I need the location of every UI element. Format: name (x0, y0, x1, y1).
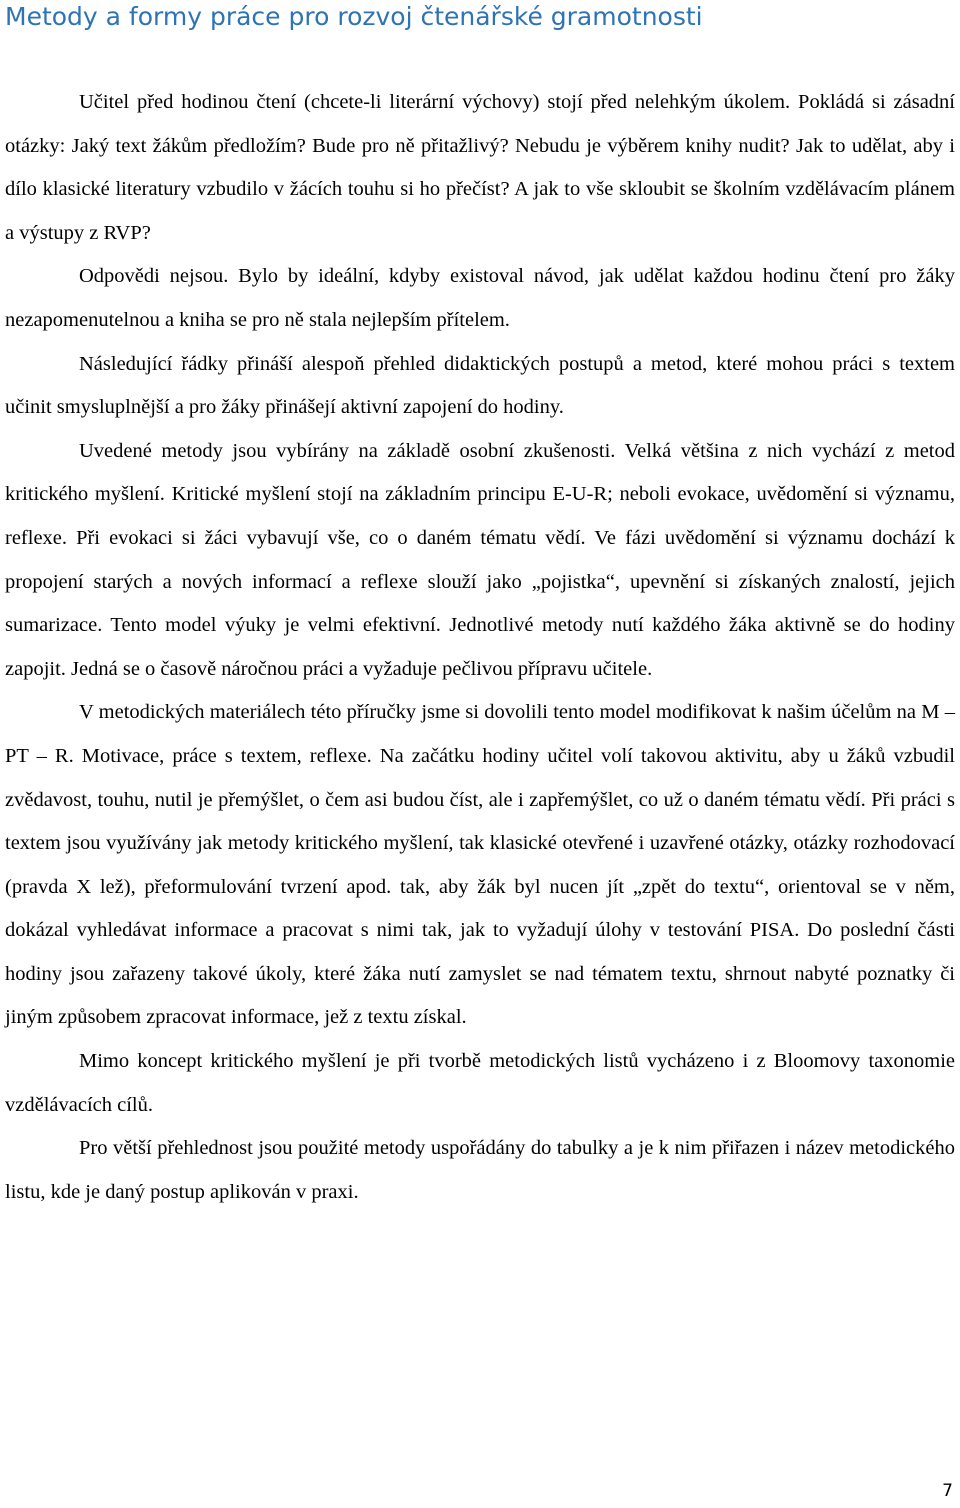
body-text (5, 81, 955, 1214)
page-number: 7 (942, 1481, 953, 1501)
paragraph: Pro větší přehlednost jsou použité metody uspořádány do tabulky a je k nim přiřazen i název metodického listu, kde je daný postup aplikován v praxi. (5, 1137, 955, 1203)
page-heading: Metody a formy práce pro rozvoj čtenářské gramotnosti (5, 2, 703, 31)
paragraph: Následující řádky přináší alespoň přehled didaktických postupů a metod, které mohou práci s textem učinit smysluplnější a pro žáky přinášejí aktivní zapojení do hodiny. (5, 352, 955, 419)
paragraph: Učitel před hodinou čtení (chcete-li literární výchovy) stojí před nelehkým úkolem. Pokládá si zásadní otázky: Jaký text žákům předložím? Bude pro ně přitažlivý? Nebudu je výběrem knihy nudit? Jak to udělat, aby i dílo klasické literatury vzbudilo v žácích touhu si ho přečíst? A jak to vše skloubit se školním vzdělávacím plánem a výstupy z RVP? (5, 91, 955, 244)
paragraph: Odpovědi nejsou. Bylo by ideální, kdyby existoval návod, jak udělat každou hodinu čtení pro žáky nezapomenutelnou a kniha se pro ně stala nejlepším přítelem. (5, 265, 955, 331)
paragraph: Mimo koncept kritického myšlení je při tvorbě metodických listů vycházeno i z Bloomovy taxonomie vzdělávacích cílů. (5, 1050, 955, 1116)
paragraph: V metodických materiálech této příručky jsme si dovolili tento model modifikovat k našim účelům na M – PT – R. Motivace, práce s textem, reflexe. Na začátku hodiny učitel volí takovou aktivitu, aby u žáků vzbudil zvědavost, touhu, nutil je přemýšlet, o čem asi budou číst, ale i zapřemýšlet, co už o daném tématu vědí. Při práci s textem jsou využívány jak metody kritického myšlení, tak klasické otevřené i uzavřené otázky, otázky rozhodovací (pravda X lež), přeformulování tvrzení apod. tak, aby žák byl nucen jít „zpět do textu“, orientoval se v něm, dokázal vyhledávat informace a pracovat s nimi tak, jak to vyžadují úlohy v testování PISA. Do poslední části hodiny jsou zařazeny takové úkoly, které žáka nutí zamyslet se nad tématem textu, shrnout nabyté poznatky či jiným způsobem zpracovat informace, jež z textu získal. (5, 701, 955, 1029)
paragraph: Uvedené metody jsou vybírány na základě osobní zkušenosti. Velká většina z nich vychází z metod kritického myšlení. Kritické myšlení stojí na základním principu E-U-R; neboli evokace, uvědomění si významu, reflexe. Při evokaci si žáci vybavují vše, co o daném tématu vědí. Ve fázi uvědomění si významu dochází k propojení starých a nových informací a reflexe slouží jako „pojistka“, upevnění si získaných znalostí, jejich sumarizace. Tento model výuky je velmi efektivní. Jednotlivé metody nutí každého žáka aktivně se do hodiny zapojit. Jedná se o časově náročnou práci a vyžaduje pečlivou přípravu učitele. (5, 439, 955, 680)
